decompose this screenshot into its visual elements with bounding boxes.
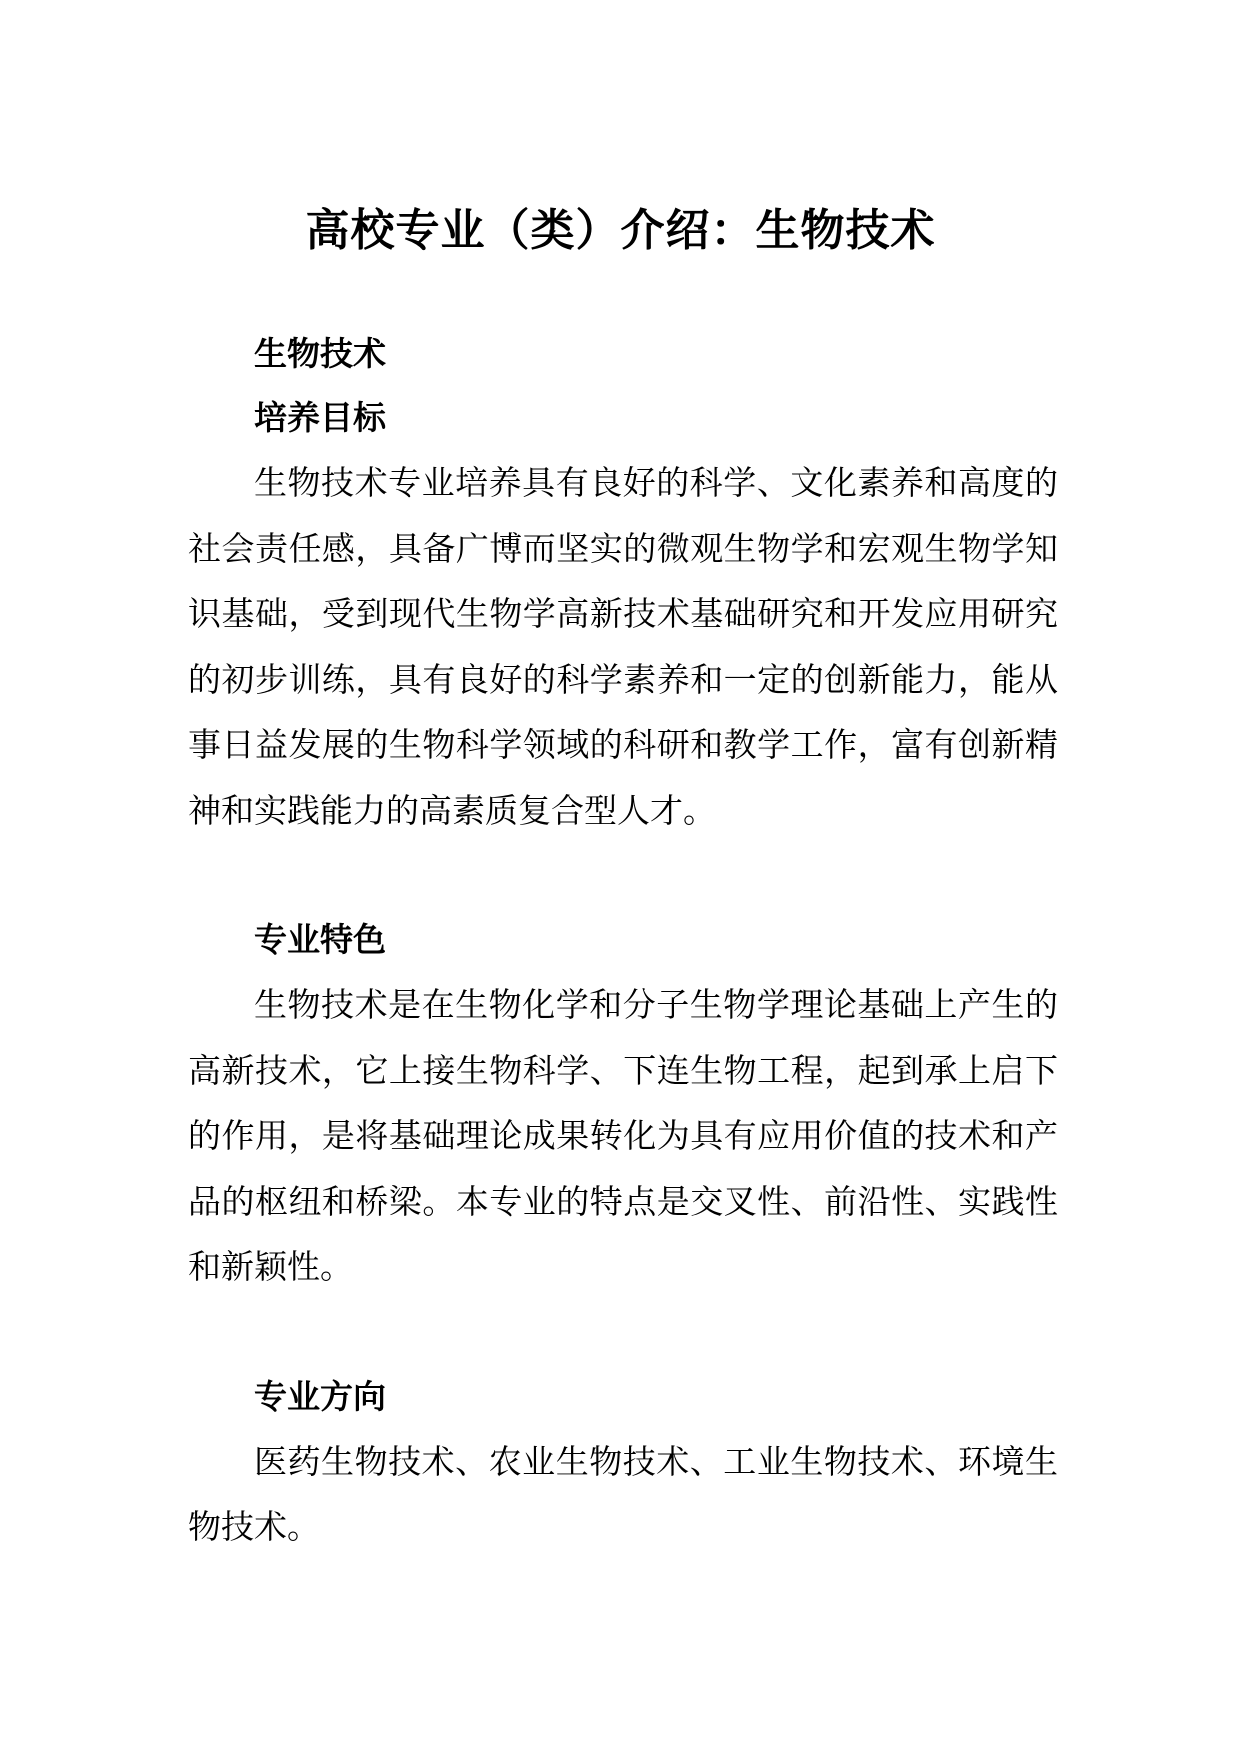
section-spacer	[188, 843, 1058, 908]
section-spacer	[188, 1300, 1058, 1365]
training-goal-text: 生物技术专业培养具有良好的科学、文化素养和高度的社会责任感，具备广博而坚实的微观生物学和宏观生物学知识基础，受到现代生物学高新技术基础研究和开发应用研究的初步训练，具有良好的科学素养和一定的创新能力，能从事日益发展的生物科学领域的科研和教学工作，富有创新精神和实践能力的高素质复合型人才。	[188, 463, 1058, 830]
directions-text: 医药生物技术、农业生物技术、工业生物技术、环境生物技术。	[188, 1441, 1058, 1546]
features-heading: 专业特色	[254, 920, 386, 959]
major-name-heading: 生物技术	[254, 334, 386, 373]
training-goal-heading: 培养目标	[254, 398, 386, 437]
page-title: 高校专业（类）介绍：生物技术	[305, 205, 936, 257]
features-text: 生物技术是在生物化学和分子生物学理论基础上产生的高新技术，它上接生物科学、下连生物工程，起到承上启下的作用，是将基础理论成果转化为具有应用价值的技术和产品的枢纽和桥梁。本专业的特点是交叉性、前沿性、实践性和新颖性。	[188, 985, 1058, 1286]
document-body	[188, 322, 1058, 1560]
directions-heading: 专业方向	[254, 1376, 386, 1416]
